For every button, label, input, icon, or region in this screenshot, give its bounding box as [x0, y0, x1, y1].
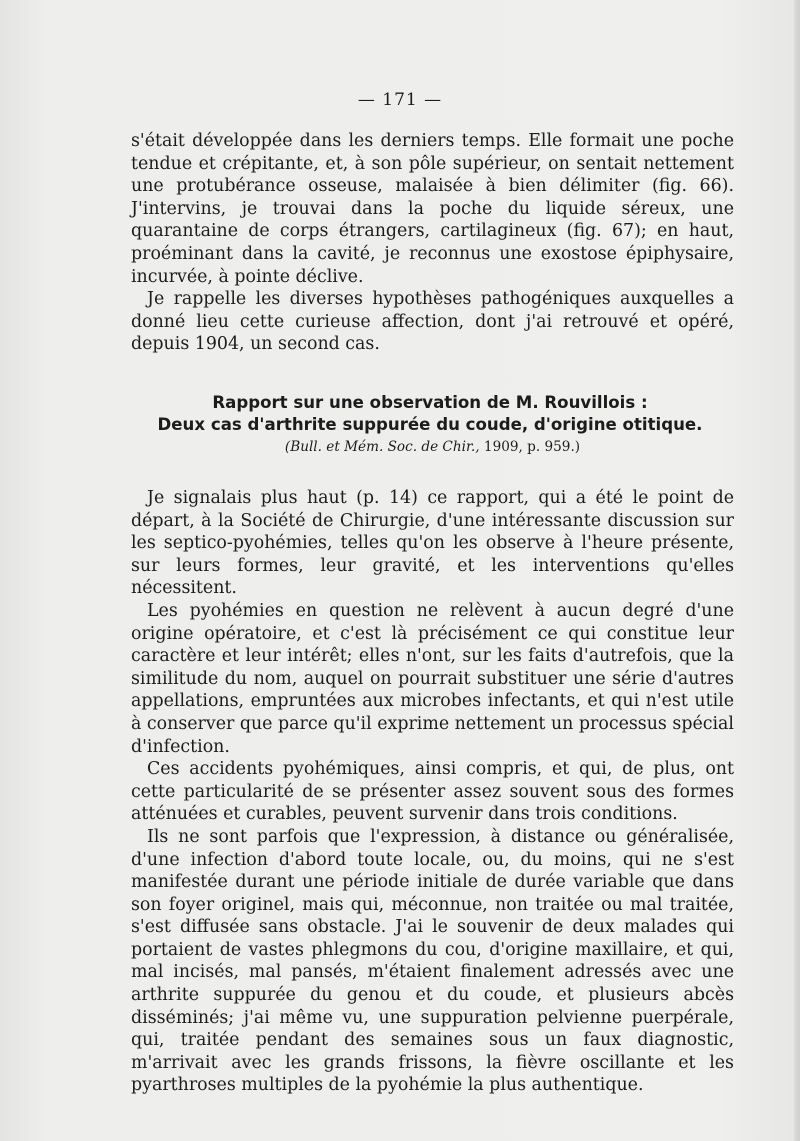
page-number: — 171 — [357, 90, 443, 110]
page-edge [794, 0, 800, 1141]
section-title-line-2: Deux cas d'arthrite suppurée du coude, d'origine otitique. [157, 415, 703, 434]
section-title-line-1: Rapport sur une observation de M. Rouvillois : [212, 393, 648, 412]
body-text [131, 487, 734, 1097]
body-paragraph-3: Ces accidents pyohémiques, ainsi compris, et qui, de plus, ont cette particularité de se présenter assez souvent sous des formes atténuées et curables, peuvent survenir dans trois conditions. [131, 759, 734, 825]
intro-paragraph-2: Je rappelle les diverses hypothèses pathogéniques auxquelles a donné lieu cette curieuse affection, dont j'ai retrouvé et opéré, depuis 1904, un second cas. [131, 289, 734, 355]
body-paragraph-4: Ils ne sont parfois que l'expression, à distance ou généralisée, d'une infection d'abord toute locale, ou, du moins, qui ne s'est manifestée durant une période initiale de durée variable que dans son foyer originel, mais qui, méconnue, non traitée ou mal traitée, s'est diffusée sans obstacle. J'ai le souvenir de deux malades qui portaient de vastes phlegmons du cou, d'origine maxillaire, et qui, mal incisés, mal pansés, m'étaient finalement adressés avec une arthrite suppurée du genou et du coude, et plusieurs abcès disséminés; j'ai même vu, une suppuration pelvienne puerpérale, qui, traitée pendant des semaines sous un faux diagnostic, m'arrivait avec les grands frissons, la fièvre oscillante et les pyarthroses multiples de la pyohémie la plus authentique. [131, 826, 734, 1096]
body-paragraph-1: Je signalais plus haut (p. 14) ce rapport, qui a été le point de départ, à la Société de Chirurgie, d'une intéressante discussion sur les septico-pyohémies, telles qu'on les observe à l'heure présente, sur leurs formes, leur gravité, et les interventions qu'elles nécessitent. [131, 488, 734, 599]
section-citation [131, 439, 734, 455]
citation-year-page: 1909, p. 959.) [483, 439, 581, 455]
body-paragraph-2: Les pyohémies en question ne relèvent à aucun degré d'une origine opératoire, et c'est là précisément ce qui constitue leur caractère et leur intérêt; elles n'ont, sur les faits d'autrefois, que la similitude du nom, auquel on pourrait substituer une série d'autres appellations, empruntées aux microbes infectants, et qui n'est utile à conserver que parce qu'il exprime nettement un processus spécial d'infection. [131, 600, 734, 757]
citation-source: (Bull. et Mém. Soc. de Chir., [284, 439, 480, 455]
intro-paragraph-1: s'était développée dans les derniers temps. Elle formait une poche tendue et crépitante, et, à son pôle supérieur, on sentait nettement une protubérance osseuse, malaisée à bien délimiter (fig. 66). J'intervins, je trouvai dans la poche du liquide séreux, une quarantaine de corps étrangers, cartilagineux (fig. 67); en haut, proéminant dans la cavité, je reconnus une exostose épiphysaire, incurvée, à pointe déclive. [131, 131, 734, 287]
intro-text [131, 130, 734, 356]
